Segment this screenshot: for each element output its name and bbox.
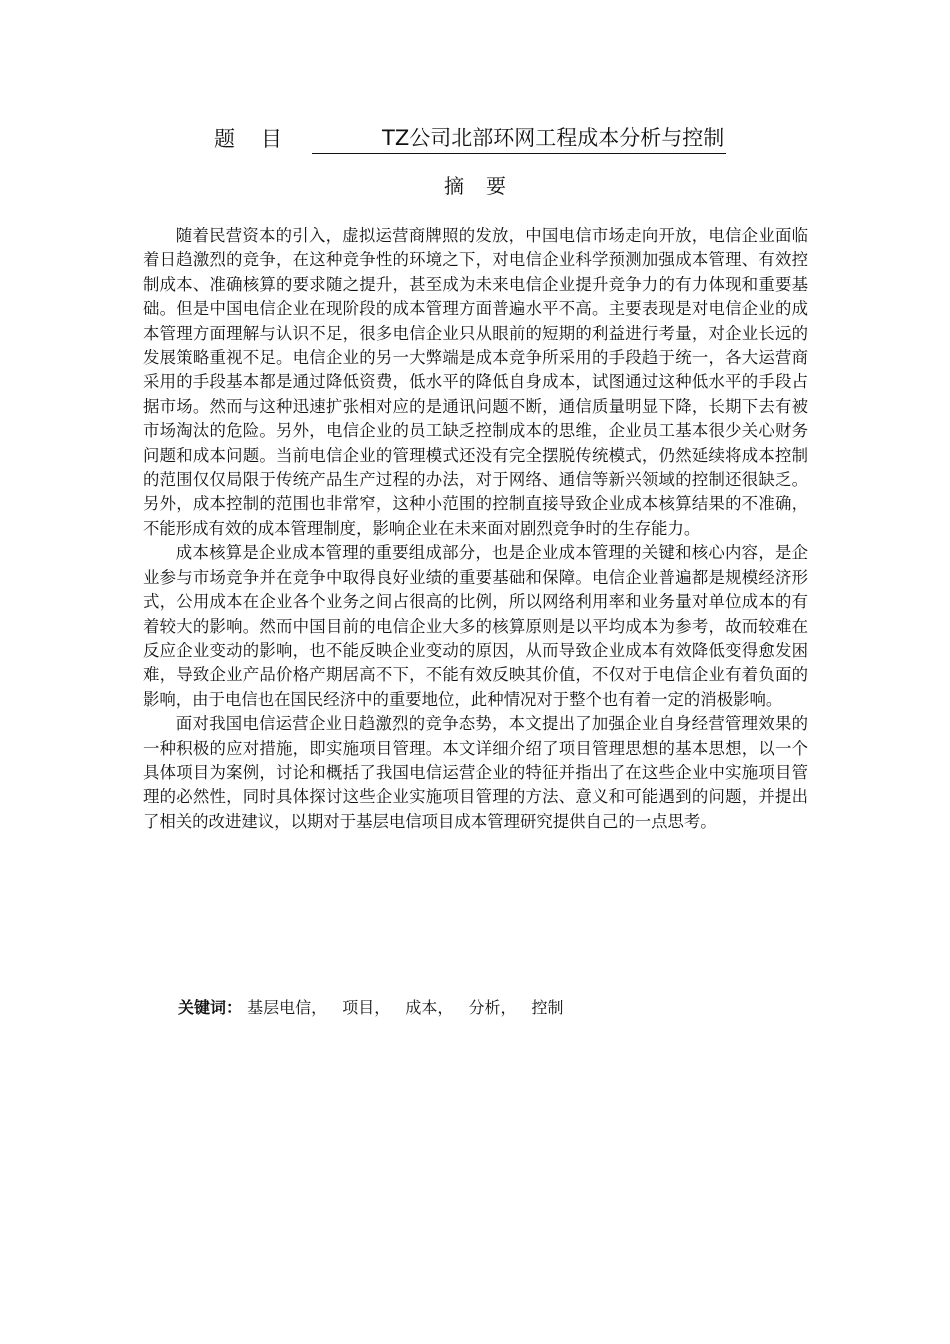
- keyword-item: 基层电信，: [247, 998, 328, 1017]
- title-row: [214, 120, 726, 154]
- abstract-heading: 摘要: [444, 174, 528, 198]
- thesis-title: TZ公司北部环网工程成本分析与控制: [312, 123, 726, 154]
- keyword-item: 控制: [531, 998, 564, 1017]
- abstract-paragraph-2: 成本核算是企业成本管理的重要组成部分，也是企业成本管理的关键和核心内容，是企业参与市场竞争并在竞争中取得良好业绩的重要基础和保障。电信企业普遍都是规模经济形式，公用成本在企业各个业务之间占很高的比例，所以网络利用率和业务量对单位成本的有着较大的影响。然而中国目前的电信企业大多的核算原则是以平均成本为参考，故而较难在反应企业变动的影响，也不能反映企业变动的原因，从而导致企业成本有效降低变得愈发困难，导致企业产品价格产期居高不下，不能有效反映其价值，不仅对于电信企业有着负面的影响，由于电信也在国民经济中的重要地位，此种情况对于整个也有着一定的消极影响。: [143, 543, 808, 709]
- keyword-item: 成本，: [405, 998, 454, 1017]
- keyword-item: 分析，: [468, 998, 517, 1017]
- abstract-paragraph-3: 面对我国电信运营企业日趋激烈的竞争态势，本文提出了加强企业自身经营管理效果的一种积极的应对措施，即实施项目管理。本文详细介绍了项目管理思想的基本思想，以一个具体项目为案例，讨论和概括了我国电信运营企业的特征并指出了在这些企业中实施项目管理的必然性，同时具体探讨这些企业实施项目管理的方法、意义和可能遇到的问题，并提出了相关的改进建议，以期对于基层电信项目成本管理研究提供自己的一点思考。: [143, 714, 808, 831]
- abstract-body: [143, 224, 808, 834]
- keywords-line: [178, 996, 566, 1020]
- abstract-paragraph-1: 随着民营资本的引入，虚拟运营商牌照的发放，中国电信市场走向开放，电信企业面临着日趋激烈的竞争，在这种竞争性的环境之下，对电信企业科学预测加强成本管理、有效控制成本、准确核算的要求随之提升，甚至成为未来电信企业提升竞争力的有力体现和重要基础。但是中国电信企业在现阶段的成本管理方面普遍水平不高。主要表现是对电信企业的成本管理方面理解与认识不足，很多电信企业只从眼前的短期的利益进行考量，对企业长远的发展策略重视不足。电信企业的另一大弊端是成本竞争所采用的手段趋于统一，各大运营商采用的手段基本都是通过降低资费，低水平的降低自身成本，试图通过这种低水平的手段占据市场。然而与这种迅速扩张相对应的是通讯问题不断，通信质量明显下降，长期下去有被市场淘汰的危险。另外，电信企业的员工缺乏控制成本的思维，企业员工基本很少关心财务问题和成本问题。当前电信企业的管理模式还没有完全摆脱传统模式，仍然延续将成本控制的范围仅仅局限于传统产品生产过程的办法，对于网络、通信等新兴领域的控制还很缺乏。另外，成本控制的范围也非常窄，这种小范围的控制直接导致企业成本核算结果的不准确，不能形成有效的成本管理制度，影响企业在未来面对剧烈竞争时的生存能力。: [143, 226, 808, 538]
- keyword-item: 项目，: [342, 998, 391, 1017]
- keywords-label: 关键词：: [178, 998, 243, 1017]
- title-label: 题目: [214, 127, 308, 151]
